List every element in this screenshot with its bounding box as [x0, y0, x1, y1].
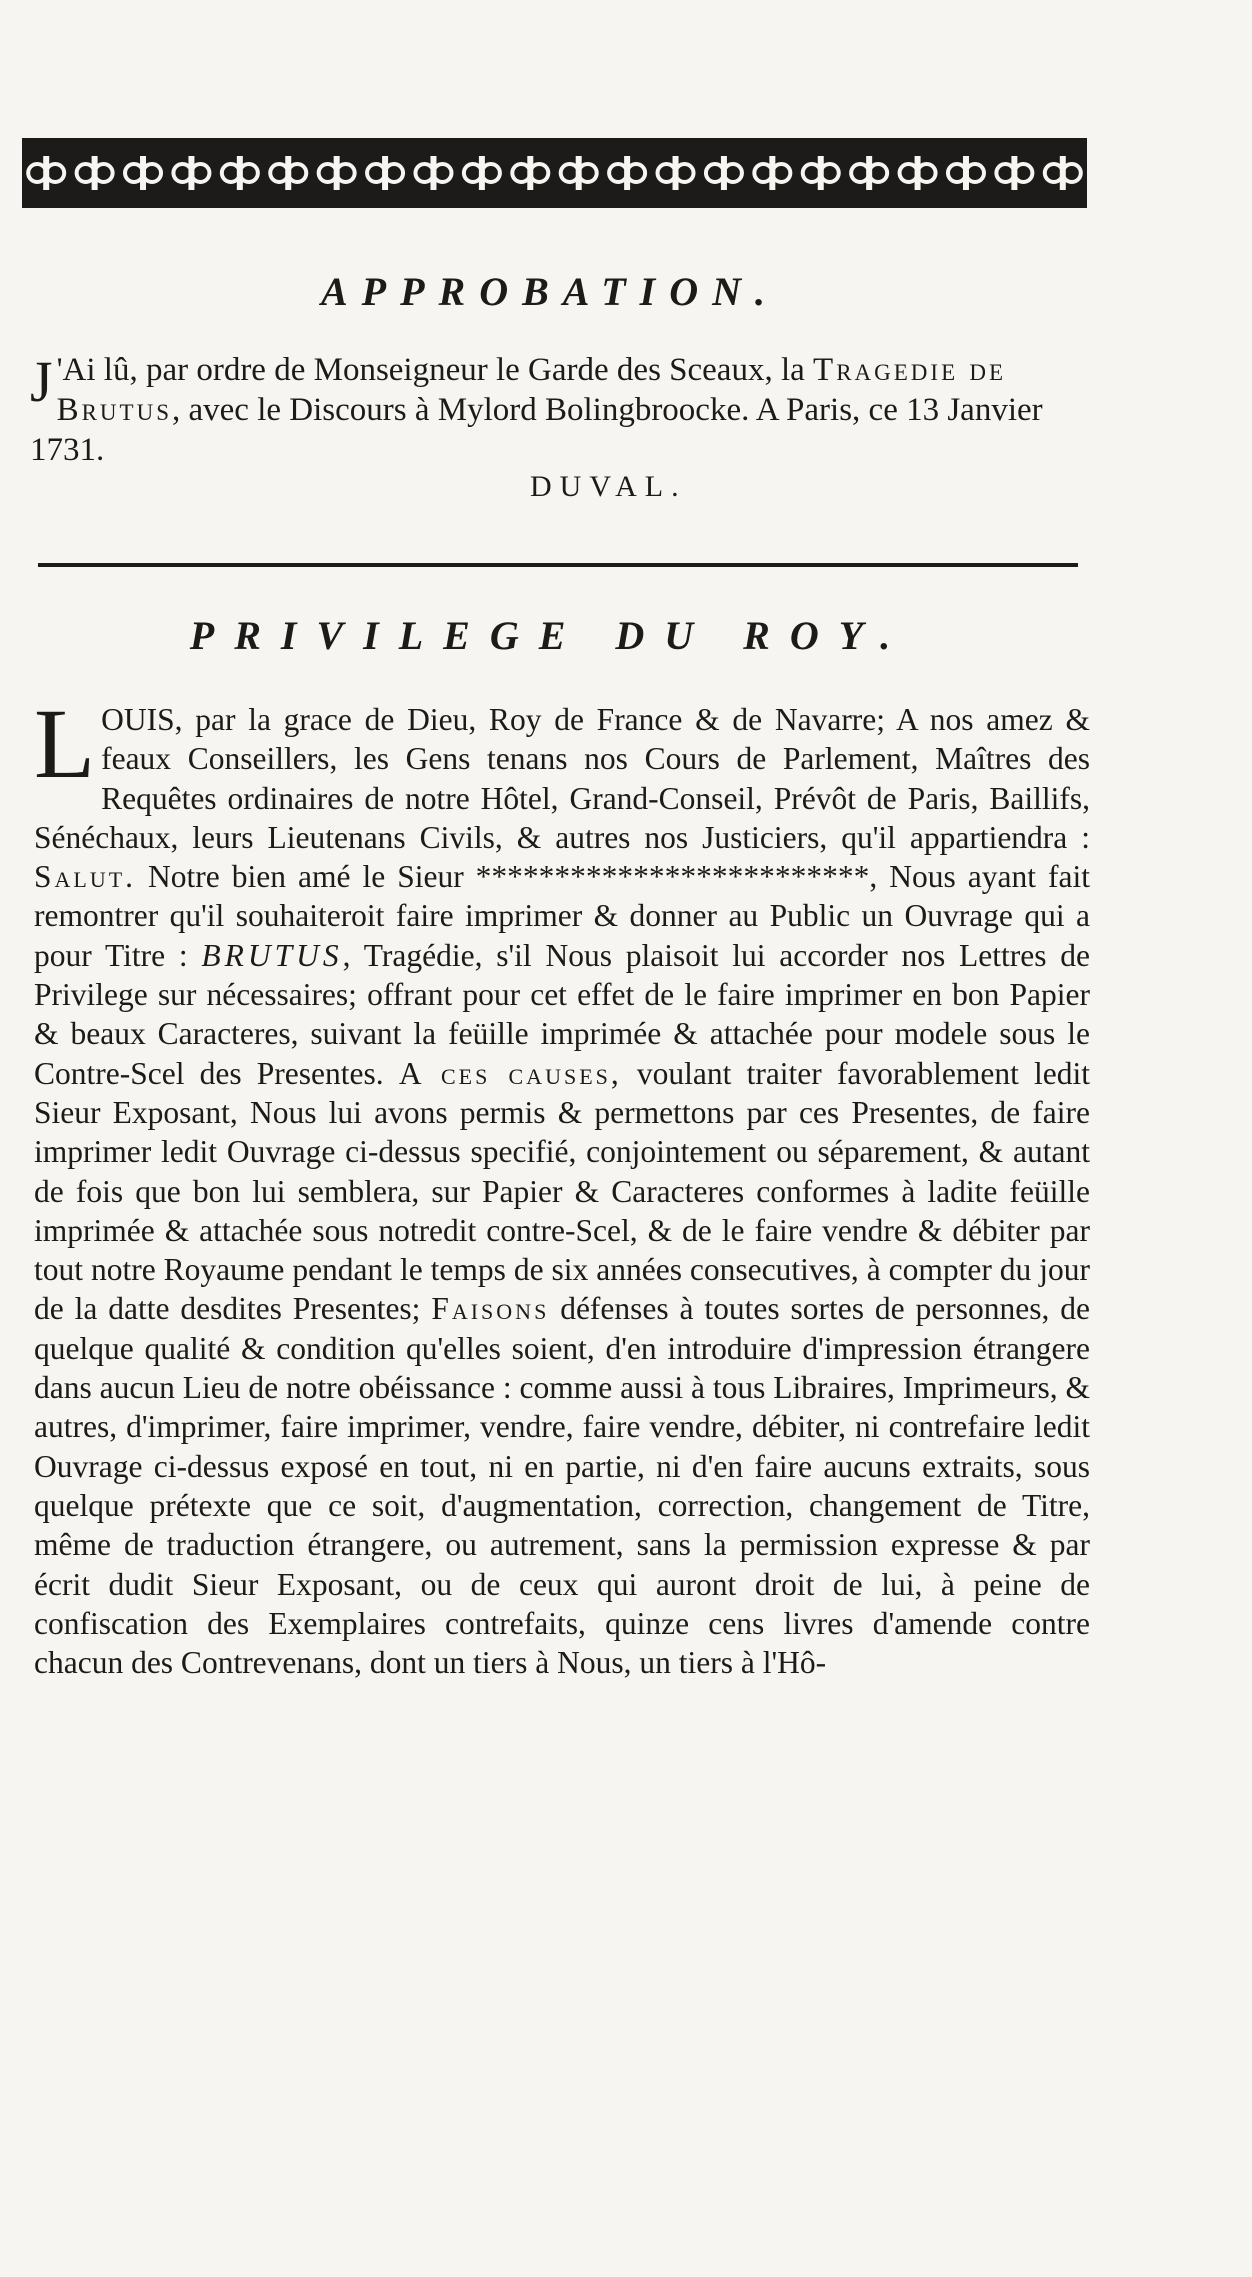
approbation-heading: APPROBATION.: [320, 269, 780, 314]
approbation-body-1: 'Ai lû, par ordre de Monseigneur le Garde des Sceaux, la: [56, 352, 814, 388]
privilege-dropcap: L: [34, 688, 96, 799]
approbation-signature: DUVAL.: [530, 470, 687, 503]
section-divider: [38, 563, 1078, 567]
approbation-paragraph: [30, 350, 1110, 470]
approbation-play-name: Tragedie de Brutus: [56, 352, 1007, 428]
faisons-word: Faisons: [431, 1291, 550, 1327]
privilege-text-4: voulant traiter favorablement ledit Sieur Exposant, Nous lui avons permis & permettons par ces Presentes, de faire imprimer ledit Ouvrage ci-dessus specifié, conjointement ou séparement, & autant de fois que bon lui semblera, sur Papier & Caracteres conformes à ladite feüille imprimée & attachée sous notredit contre-Scel, & de le faire vendre & débiter par tout notre Royaume pendant le temps de six années consecutives, à compter du jour de la datte desdites Presentes;: [34, 1055, 1091, 1327]
privilege-paragraph: [34, 688, 1091, 1682]
privilege-text-2: Notre bien amé le Sieur *************************, Nous ayant fait remontrer qu'il souhaiteroit faire imprimer & donner au Public un Ouvrage qui a pour Titre :: [34, 859, 1090, 973]
privilege-heading: PRIVILEGE DU ROY.: [189, 613, 911, 658]
work-title: BRUTUS: [201, 937, 343, 973]
privilege-text-5: défenses à toutes sortes de personnes, de quelque qualité & condition qu'elles soient, d'en introduire d'impression étrangere dans aucun Lieu de notre obéissance : comme aussi à tous Libraires, Imprimeurs, & autres, d'imprimer, faire imprimer, vendre, faire vendre, débiter, ni contrefaire ledit Ouvrage ci-dessus exposé en tout, ni en partie, ni d'en faire aucuns extraits, sous quelque prétexte que ce soit, d'augmentation, correction, changement de Titre, même de traduction étrangere, ou autrement, sans la permission expresse & par écrit dudit Sieur Exposant, ou de ceux qui auront droit de lui, à peine de confiscation des Exemplaires contrefaits, quinze cens livres d'amende contre chacun des Contrevenans, dont un tiers à Nous, un tiers à l'Hô-: [34, 1291, 1090, 1681]
privilege-text-1: OUIS, par la grace de Dieu, Roy de France & de Navarre; A nos amez & feaux Conseillers, les Gens tenans nos Cours de Parlement, Maîtres des Requêtes ordinaires de notre Hôtel, Grand-Conseil, Prévôt de Paris, Baillifs, Sénéchaux, leurs Lieutenans Civils, & autres nos Justiciers, qu'il appartiendra :: [34, 702, 1090, 855]
privilege-text-3: , Tragédie, s'il Nous plaisoit lui accorder nos Lettres de Privilege sur nécessaires; offrant pour cet effet de le faire imprimer en bon Papier & beaux Caracteres, suivant la feüille imprimée & attachée pour modele sous le Contre-Scel des Presentes.: [34, 937, 1091, 1091]
approbation-dropcap: J: [30, 349, 53, 414]
salut-word: Salut.: [34, 859, 137, 895]
a-ces-causes: A ces causes,: [398, 1055, 622, 1091]
approbation-body-2: , avec le Discours à Mylord Bolingbroocke. A Paris, ce 13 Janvier 1731.: [30, 392, 1043, 468]
ornamental-border: [22, 138, 1087, 208]
